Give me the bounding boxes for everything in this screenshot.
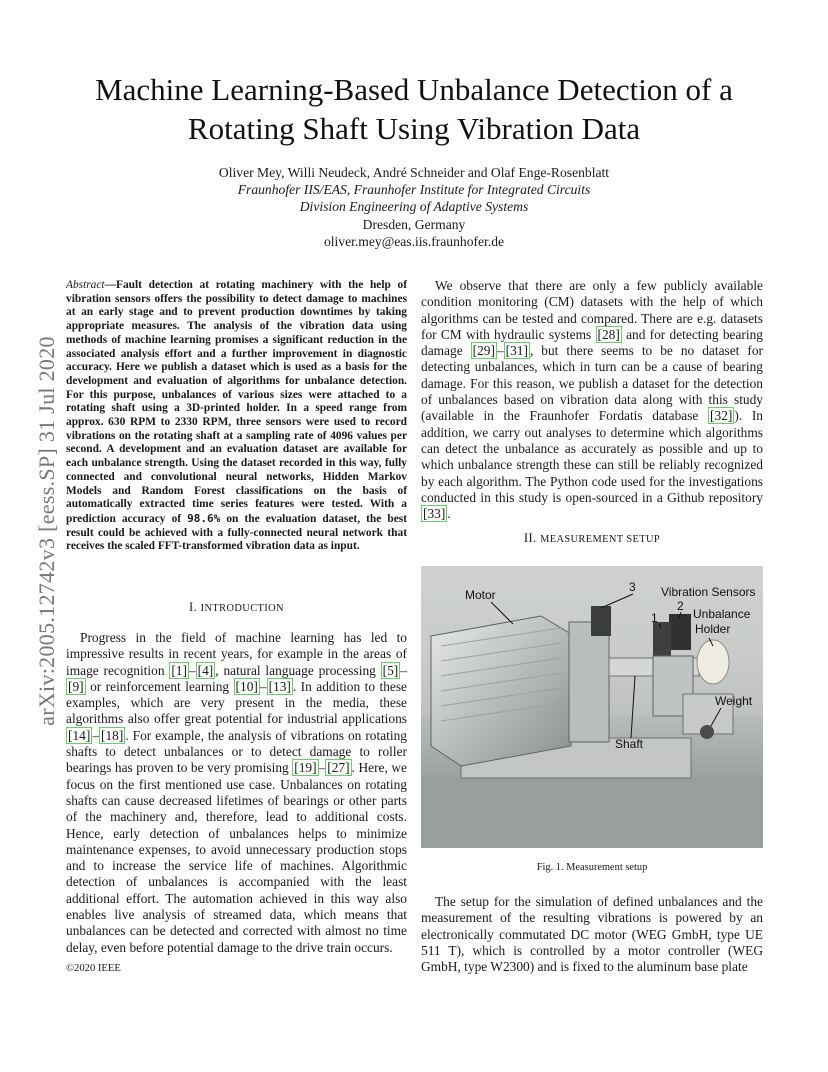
section-heading-measurement-setup — [421, 531, 763, 546]
body-text: ). In addition, we carry out analyses to determine which algorithms can detect the unbalance as accurately as possible and up to which unbalance strength these can still be reliably recognized by each algorithm. The Python code used for the investigations conducted in this study is open-sourced in a Github repository — [421, 408, 763, 505]
arxiv-stamp — [14, 292, 59, 770]
weight — [700, 725, 714, 739]
author-block — [150, 164, 678, 250]
section-title: INTRODUCTION — [200, 603, 284, 614]
intro-text: , natural language processing — [215, 662, 381, 678]
right-column-paragraph — [421, 278, 763, 522]
sensor-2 — [669, 614, 691, 650]
citation-link[interactable]: [31] — [505, 343, 528, 359]
body-text: , but there seems to be no dataset for detecting unbalances, which in turn can be a cause of bearing damage. For this reason, we publish a dataset for the detection of unbalances based on vibration data along with this study (available in the Fraunhofer Fordatis database — [421, 343, 763, 424]
intro-text: . For example, the analysis of vibrations on rotating shafts to detect unbalances or to detect damage to roller bearings has proven to be very promising — [66, 727, 407, 776]
body-text: and for detecting bearing damage — [421, 326, 763, 359]
section-heading-introduction — [66, 600, 407, 615]
section-number: II. — [523, 531, 541, 545]
citation-link[interactable]: [18] — [101, 727, 124, 743]
figure-caption: Fig. 1. Measurement setup — [536, 862, 648, 873]
sensor-3 — [591, 606, 611, 636]
citation-link[interactable]: [32] — [710, 408, 733, 424]
motor-body — [431, 616, 571, 766]
affiliation-institute: Fraunhofer IIS/EAS, Fraunhofer Institute for Integrated Circuits — [237, 182, 591, 198]
label-holder: Holder — [695, 622, 731, 636]
unbalance-holder — [697, 640, 729, 684]
citation-link[interactable]: [19] — [294, 760, 317, 776]
body-text: – — [496, 343, 504, 359]
sensor-1 — [653, 622, 671, 660]
paper-title — [60, 70, 768, 148]
measurement-setup-photo — [421, 566, 763, 848]
intro-text: – — [400, 662, 407, 678]
label-sensor-3: 3 — [629, 580, 636, 594]
intro-text: – — [92, 727, 100, 743]
section-number: I. — [189, 600, 201, 614]
citation-link[interactable]: [29] — [472, 343, 495, 359]
copyright-notice: ©2020 IEEE — [66, 963, 121, 974]
body-text: We observe that there are only a few publicly available condition monitoring (CM) datasets with the help of which algorithms can be tested and compared. There are e.g. datasets for CM with hydraulic systems — [421, 278, 763, 342]
label-unbalance: Unbalance — [693, 607, 751, 621]
label-sensor-1: 1 — [651, 611, 658, 625]
citation-link[interactable]: [1] — [171, 662, 187, 678]
abstract — [66, 279, 407, 554]
arxiv-id: arXiv:2005.12742v3 [eess.SP] 31 Jul 2020 — [34, 336, 59, 726]
citation-link[interactable]: [14] — [68, 727, 91, 743]
label-sensor-2: 2 — [677, 599, 684, 613]
label-shaft: Shaft — [615, 737, 644, 751]
label-motor: Motor — [465, 588, 496, 602]
author-names: Oliver Mey, Willi Neudeck, André Schneider and Olaf Enge-Rosenblatt — [218, 165, 610, 180]
label-weight: Weight — [715, 694, 753, 708]
author-email[interactable]: oliver.mey@eas.iis.fraunhofer.de — [323, 233, 505, 249]
intro-text: – — [188, 662, 196, 678]
citation-link[interactable]: [27] — [327, 760, 350, 776]
abstract-lead: Abstract — [66, 279, 105, 291]
citation-link[interactable]: [9] — [68, 678, 84, 694]
intro-text: . Here, we focus on the first mentioned use case. Unbalances on rotating shafts can cause decreased lifetimes of bearings or other parts of the machinery and, therefore, lead to additional costs. Hence, early detection of unbalances helps to minimize maintenance expenses, to avoid unnecessary production stops and to increase the service life of machines. Algorithmic detection of unbalances is accompanied with the least additional effort. The automation achieved in this way also enables live analysis of streamed data, which means that unbalances can be detected and corrected with almost no time delay, even before potential damage to the drive train occurs. — [66, 760, 407, 955]
motor-flange — [569, 622, 609, 742]
citation-link[interactable]: [28] — [597, 326, 620, 342]
setup-paragraph: The setup for the simulation of defined unbalances and the measurement of the resulting vibrations is powered by an electronically commutated DC motor (WEG GmbH, type UE 511 T), which is controlled by a motor controller (WEG GmbH, type W2300) and is fixed to the aluminum base plate — [421, 894, 763, 975]
body-text: . — [447, 506, 451, 522]
section-title: MEASUREMENT SETUP — [540, 534, 661, 545]
title-line-2: Rotating Shaft Using Vibration Data — [187, 111, 641, 146]
intro-text: . In addition to these examples, which are very present in the media, these algorithms also offer great potential for industrial applications — [66, 678, 407, 727]
intro-text: Progress in the field of machine learning has led to impressive results in recent years, for example in the areas of image recognition — [66, 630, 407, 678]
title-line-1: Machine Learning-Based Unbalance Detection of a — [95, 72, 733, 107]
author-location: Dresden, Germany — [362, 216, 466, 232]
citation-link[interactable]: [4] — [197, 662, 214, 678]
citation-link[interactable]: [33] — [423, 506, 446, 522]
citation-link[interactable]: [5] — [382, 662, 399, 678]
affiliation-division: Division Engineering of Adaptive Systems — [299, 199, 529, 215]
abstract-body-a: —Fault detection at rotating machinery with the help of vibration sensors offers the possibility to detect damage to machines at an early stage and to prevent production downtimes by taking appropriate measures. The analysis of the vibration data using methods of machine learning promises a significant reduction in the associated analysis effort and a further improvement in diagnostic accuracy. Here we publish a dataset which is used as a basis for the development and evaluation of algorithms for unbalance detection. For this purpose, unbalances of various sizes were attached to a rotating shaft using a 3D-printed holder. In a speed range from approx. 630 RPM to 2330 RPM, three sensors were used to record vibrations on the rotating shaft at a sampling rate of 4096 values per second. A development and an evaluation dataset are available for each unbalance strength. Using the dataset recorded in this way, fully connected and convolutional neural networks, Hidden Markov Models and Random Forest classifications on the basis of automatically extracted time series features were tested. With a prediction accuracy of — [66, 279, 407, 525]
intro-text: or reinforcement learning — [85, 678, 234, 694]
citation-link[interactable]: [13] — [268, 678, 291, 694]
abstract-accuracy: 98.6% — [187, 511, 221, 525]
intro-text: – — [318, 760, 326, 776]
label-vibration-sensors: Vibration Sensors — [661, 585, 756, 599]
abstract-body-b: on the evaluation dataset, the best result could be achieved with a fully-connected neural network that receives the scaled FFT-transformed vibration data as input. — [66, 512, 407, 553]
setup-illustration — [421, 566, 763, 848]
introduction-paragraph — [66, 630, 407, 956]
citation-link[interactable]: [10] — [235, 678, 258, 694]
intro-text: – — [259, 678, 267, 694]
